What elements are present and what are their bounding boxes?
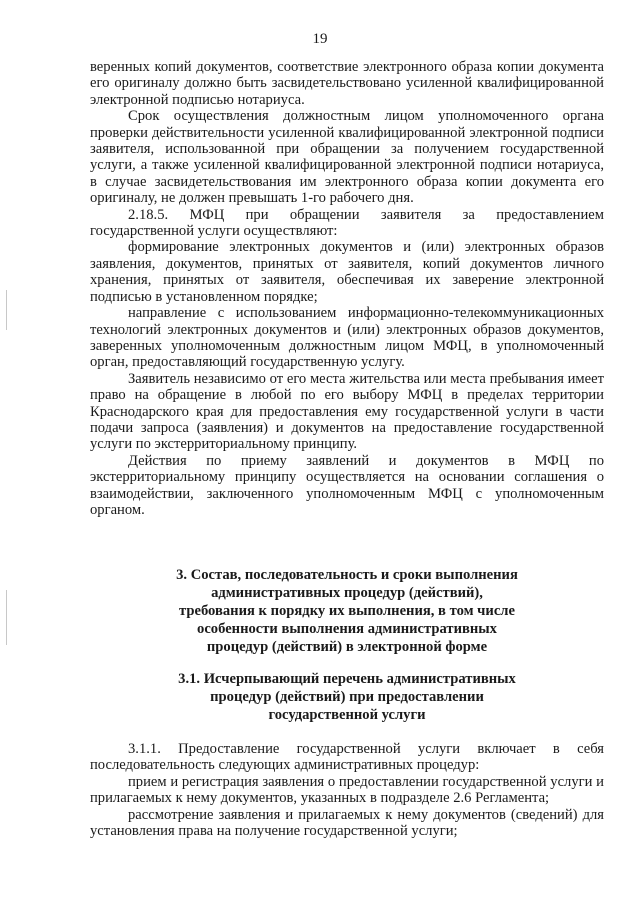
section-heading-line: административных процедур (действий), (211, 585, 483, 601)
paragraph-signature-check-term: Срок осуществления должностным лицом уполномоченного органа проверки действительности усиленной квалифицированной электронной подписи заявителя, использованной при обращении за получением государственной услуги, а также усиленной квалифицированной электронной подписи нотариуса, в случае засвидетельствования им электронного образа копии документа его оригиналу, не должен превышать 1-го рабочего дня. (90, 108, 604, 207)
paragraph-procedure-reception: прием и регистрация заявления о предоставлении государственной услуги и прилагаемых к нему документов, указанных в подразделе 2.6 Регламента; (90, 773, 604, 807)
paragraph-procedure-review: рассмотрение заявления и прилагаемых к нему документов (сведений) для установления права на получение государственной услуги; (90, 806, 604, 840)
subsection-heading (90, 670, 604, 724)
left-margin-scan-mark (6, 290, 7, 330)
paragraph-sending-documents: направление с использованием информационно-телекоммуникационных технологий электронных документов и (или) электронных образов документов, заверенных уполномоченным должностным лицом МФЦ, в уполномоченный орган, предоставляющий государственную услугу. (90, 305, 604, 371)
top-text-block (90, 59, 604, 518)
section-heading-line: 3. Состав, последовательность и сроки выполнения (176, 567, 518, 583)
paragraph-clause-3-1-1: 3.1.1. Предоставление государственной услуги включает в себя последовательность следующих административных процедур: (90, 741, 604, 774)
bottom-text-block (90, 741, 604, 839)
page-number: 19 (312, 31, 328, 47)
section-heading-line: процедур (действий) в электронной форме (206, 639, 488, 655)
paragraph-clause-2-18-5: 2.18.5. МФЦ при обращении заявителя за предоставлением государственной услуги осуществляют: (90, 206, 604, 240)
paragraph-continuation: веренных копий документов, соответствие электронного образа копии документа его оригиналу должно быть засвидетельствовано усиленной квалифицированной электронной подписью нотариуса. (90, 59, 604, 108)
paragraph-applicant-right: Заявитель независимо от его места жительства или места пребывания имеет право на обращение в любой по его выбору МФЦ в пределах территории Краснодарского края для предоставления ему государственной услуги в части подачи запроса (заявления) и документов на предоставление государственной услуги по экстерриториальному принципу. (90, 370, 604, 453)
subsection-heading-line: процедур (действий) при предоставлении (210, 689, 484, 705)
section-heading (90, 566, 604, 656)
section-heading-line: требования к порядку их выполнения, в том числе (179, 603, 515, 619)
subsection-heading-line: государственной услуги (268, 707, 426, 723)
subsection-heading-line: 3.1. Исчерпывающий перечень административных (178, 671, 516, 687)
paragraph-forming-documents: формирование электронных документов и (или) электронных образов заявления, документов, принятых от заявителя, копий документов личного хранения, принятых от заявителя, обеспечивая их заверение электронной подписью в установленном порядке; (90, 239, 604, 305)
left-margin-scan-mark (6, 590, 7, 645)
section-heading-line: особенности выполнения административных (197, 621, 497, 637)
paragraph-extraterritorial-actions: Действия по приему заявлений и документов в МФЦ по экстерриториальному принципу осуществляется на основании соглашения о взаимодействии, заключенного уполномоченным МФЦ с уполномоченным органом. (90, 452, 604, 518)
